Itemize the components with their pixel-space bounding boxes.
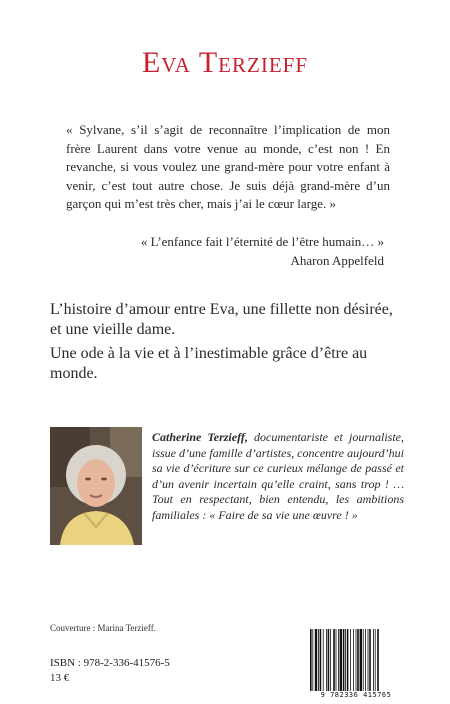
barcode-bar bbox=[328, 629, 330, 691]
barcode-bar bbox=[333, 629, 335, 691]
barcode-bar bbox=[353, 629, 354, 691]
barcode-bar bbox=[312, 629, 313, 691]
price: 13 € bbox=[50, 672, 70, 684]
barcode-bar bbox=[365, 629, 366, 691]
barcode-bar bbox=[315, 629, 317, 691]
barcode-bar bbox=[357, 629, 359, 691]
epigraph-text: « L’enfance fait l’éternité de l’être humain… » bbox=[140, 234, 384, 249]
barcode-bar bbox=[310, 629, 312, 691]
barcode-bar bbox=[373, 629, 374, 691]
barcode-bar bbox=[345, 629, 346, 691]
barcode-bar bbox=[363, 629, 364, 691]
author-photo bbox=[50, 427, 142, 545]
author-bio bbox=[152, 430, 404, 523]
barcode-bar bbox=[377, 629, 379, 691]
barcode-bar bbox=[375, 629, 376, 691]
barcode-bar bbox=[368, 629, 369, 691]
epigraph-author: Aharon Appelfeld bbox=[290, 252, 384, 268]
barcode-bar bbox=[323, 629, 324, 691]
blurb bbox=[50, 300, 404, 388]
isbn-number: ISBN : 978-2-336-41576-5 bbox=[50, 657, 170, 669]
barcode-bar bbox=[326, 629, 327, 691]
barcode-bar bbox=[347, 629, 349, 691]
book-title: Eva Terzieff bbox=[141, 46, 309, 80]
author-bio-text: documentariste et journaliste, issue d’une famille d’artistes, concentre aujourd’hui sa vie d’écriture sur ce curieux mélange de passé et d’un avenir incertain qu’elle craint, sans trop ! … Tout en respectant, bien entendu, les ambitions familiales : « Faire de sa vie une œuvre ! » bbox=[152, 430, 404, 522]
barcode-bar bbox=[369, 629, 371, 691]
barcode-bar bbox=[338, 629, 339, 691]
opening-quote: « Sylvane, s’il s’agit de reconnaître l’implication de mon frère Laurent dans votre venue au monde, c’est non ! En revanche, si vous voulez une grand-mère pour votre enfant à venir, c’est tout autre chose. Je suis déjà grand-mère d’un garçon qui m’est très cher, mais j’ai le cœur large. » bbox=[66, 122, 390, 211]
isbn-block bbox=[50, 656, 170, 686]
barcode-bar bbox=[343, 629, 345, 691]
barcode-graphic bbox=[306, 624, 406, 698]
barcode-digits: 9 782336 415765 bbox=[320, 691, 392, 699]
barcode-bar bbox=[336, 629, 337, 691]
barcode-bar bbox=[340, 629, 342, 691]
blurb-line-2: Une ode à la vie et à l’inestimable grâce d’être au monde. bbox=[50, 345, 368, 382]
author-name: Catherine Terzieff, bbox=[152, 430, 248, 444]
epigraph bbox=[104, 233, 384, 270]
author-portrait-image bbox=[50, 427, 142, 545]
barcode-bar bbox=[356, 629, 357, 691]
barcode-bar bbox=[320, 629, 322, 691]
blurb-line-1: L’histoire d’amour entre Eva, une fillette non désirée, et une vieille dame. bbox=[50, 301, 393, 338]
barcode-bar bbox=[350, 629, 351, 691]
barcode-bar bbox=[360, 629, 362, 691]
barcode-bar bbox=[318, 629, 319, 691]
cover-credit: Couverture : Marina Terzieff. bbox=[50, 623, 156, 633]
barcode-bar bbox=[330, 629, 331, 691]
